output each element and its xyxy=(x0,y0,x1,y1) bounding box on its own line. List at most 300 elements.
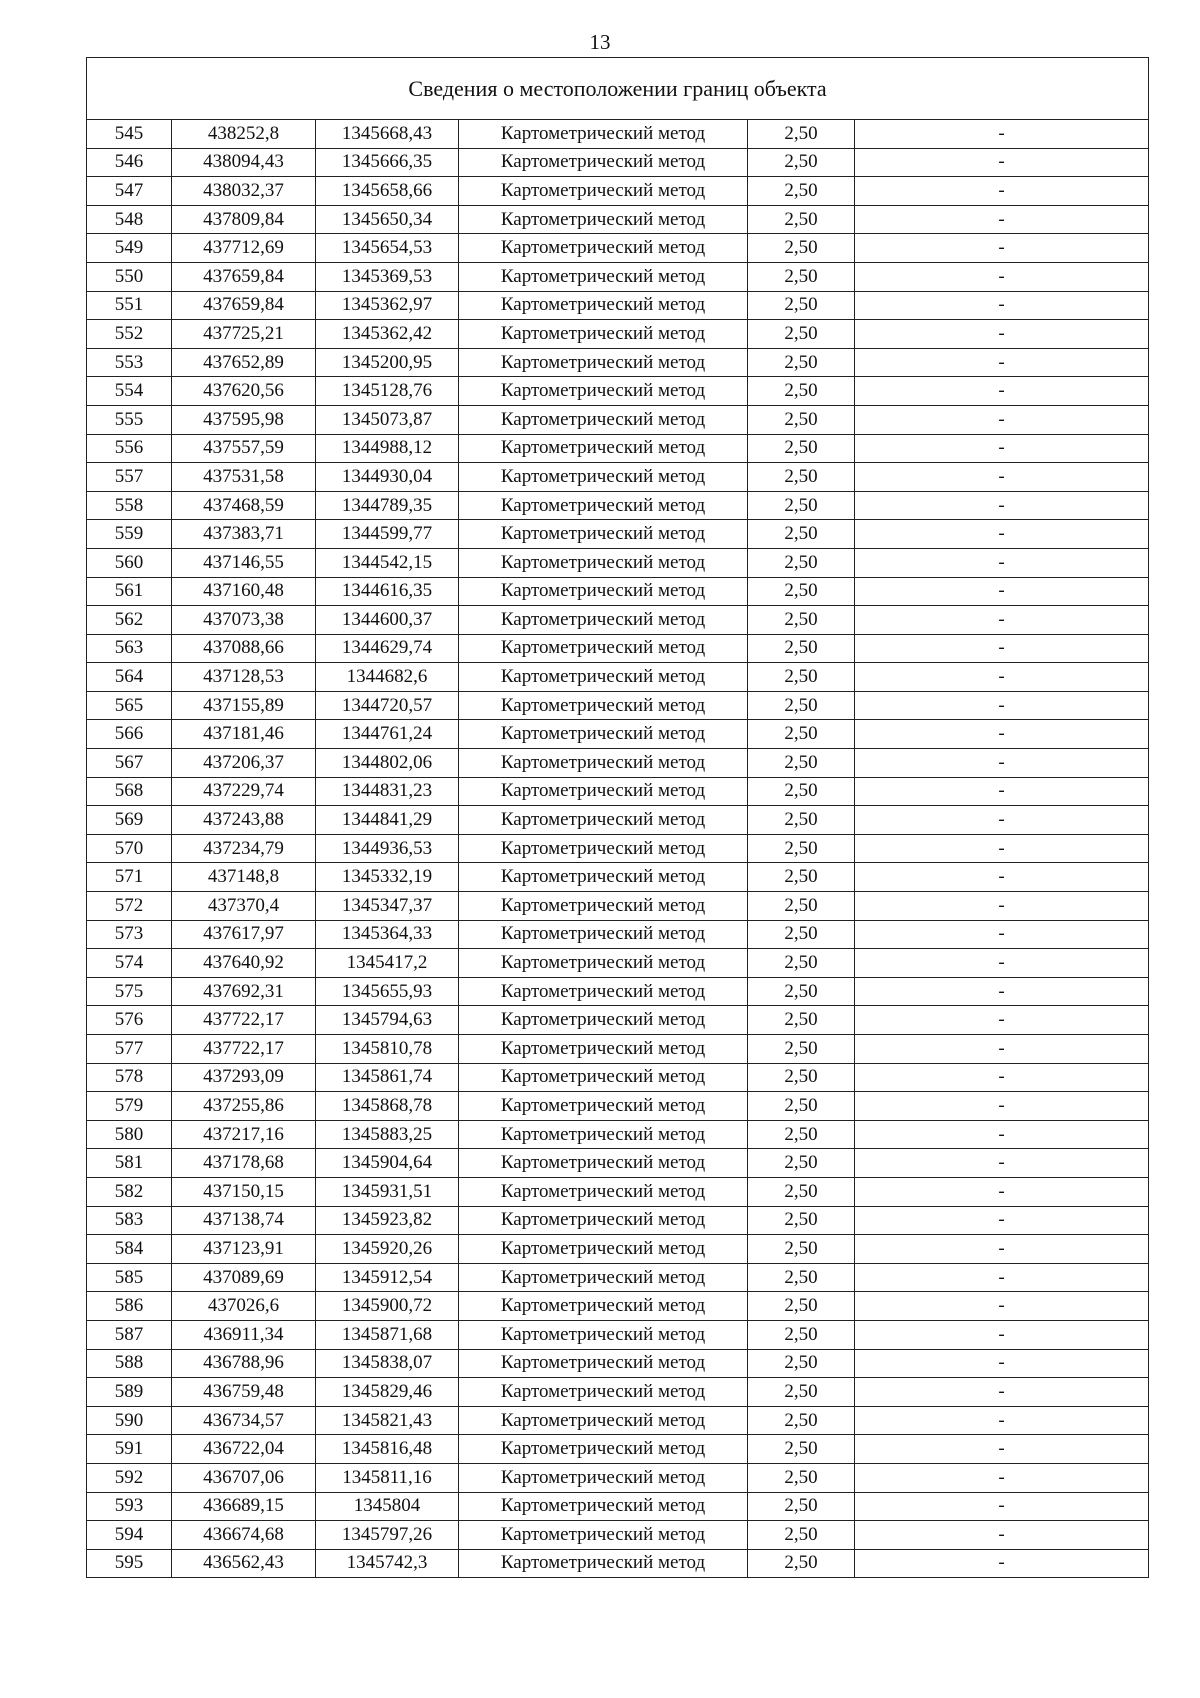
point-number-cell: 580 xyxy=(87,1120,172,1149)
x-coordinate-cell: 436759,48 xyxy=(172,1378,316,1407)
table-row xyxy=(87,663,1149,692)
x-coordinate-cell: 437146,55 xyxy=(172,548,316,577)
method-cell: Картометрический метод xyxy=(459,148,748,177)
point-number-cell: 556 xyxy=(87,434,172,463)
method-cell: Картометрический метод xyxy=(459,1320,748,1349)
table-row xyxy=(87,634,1149,663)
y-coordinate-cell: 1345797,26 xyxy=(316,1521,459,1550)
accuracy-cell: 2,50 xyxy=(748,1006,855,1035)
note-cell: - xyxy=(855,262,1149,291)
method-cell: Картометрический метод xyxy=(459,577,748,606)
x-coordinate-cell: 437178,68 xyxy=(172,1149,316,1178)
method-cell: Картометрический метод xyxy=(459,1406,748,1435)
x-coordinate-cell: 437531,58 xyxy=(172,463,316,492)
point-number-cell: 554 xyxy=(87,377,172,406)
method-cell: Картометрический метод xyxy=(459,1177,748,1206)
note-cell: - xyxy=(855,1263,1149,1292)
x-coordinate-cell: 437155,89 xyxy=(172,691,316,720)
x-coordinate-cell: 436689,15 xyxy=(172,1492,316,1521)
note-cell: - xyxy=(855,1378,1149,1407)
note-cell: - xyxy=(855,663,1149,692)
point-number-cell: 546 xyxy=(87,148,172,177)
x-coordinate-cell: 437089,69 xyxy=(172,1263,316,1292)
note-cell: - xyxy=(855,120,1149,149)
method-cell: Картометрический метод xyxy=(459,1120,748,1149)
table-row xyxy=(87,1149,1149,1178)
point-number-cell: 581 xyxy=(87,1149,172,1178)
table-row xyxy=(87,320,1149,349)
point-number-cell: 570 xyxy=(87,834,172,863)
accuracy-cell: 2,50 xyxy=(748,291,855,320)
x-coordinate-cell: 436788,96 xyxy=(172,1349,316,1378)
table-row xyxy=(87,606,1149,635)
accuracy-cell: 2,50 xyxy=(748,262,855,291)
table-row xyxy=(87,1035,1149,1064)
accuracy-cell: 2,50 xyxy=(748,920,855,949)
accuracy-cell: 2,50 xyxy=(748,577,855,606)
accuracy-cell: 2,50 xyxy=(748,434,855,463)
point-number-cell: 582 xyxy=(87,1177,172,1206)
note-cell: - xyxy=(855,1549,1149,1578)
table-row xyxy=(87,234,1149,263)
x-coordinate-cell: 437217,16 xyxy=(172,1120,316,1149)
table-row xyxy=(87,434,1149,463)
method-cell: Картометрический метод xyxy=(459,377,748,406)
accuracy-cell: 2,50 xyxy=(748,1349,855,1378)
point-number-cell: 558 xyxy=(87,491,172,520)
point-number-cell: 553 xyxy=(87,348,172,377)
point-number-cell: 579 xyxy=(87,1092,172,1121)
table-row xyxy=(87,920,1149,949)
method-cell: Картометрический метод xyxy=(459,262,748,291)
accuracy-cell: 2,50 xyxy=(748,1120,855,1149)
table-row xyxy=(87,949,1149,978)
table-row xyxy=(87,1292,1149,1321)
y-coordinate-cell: 1345912,54 xyxy=(316,1263,459,1292)
y-coordinate-cell: 1344682,6 xyxy=(316,663,459,692)
method-cell: Картометрический метод xyxy=(459,1035,748,1064)
method-cell: Картометрический метод xyxy=(459,892,748,921)
point-number-cell: 587 xyxy=(87,1320,172,1349)
table-row xyxy=(87,1092,1149,1121)
table-row xyxy=(87,1549,1149,1578)
method-cell: Картометрический метод xyxy=(459,1378,748,1407)
x-coordinate-cell: 437181,46 xyxy=(172,720,316,749)
point-number-cell: 568 xyxy=(87,777,172,806)
table-row xyxy=(87,1206,1149,1235)
x-coordinate-cell: 437026,6 xyxy=(172,1292,316,1321)
note-cell: - xyxy=(855,377,1149,406)
note-cell: - xyxy=(855,863,1149,892)
note-cell: - xyxy=(855,834,1149,863)
table-row xyxy=(87,1435,1149,1464)
note-cell: - xyxy=(855,1521,1149,1550)
method-cell: Картометрический метод xyxy=(459,663,748,692)
accuracy-cell: 2,50 xyxy=(748,148,855,177)
x-coordinate-cell: 436734,57 xyxy=(172,1406,316,1435)
note-cell: - xyxy=(855,1177,1149,1206)
x-coordinate-cell: 436722,04 xyxy=(172,1435,316,1464)
accuracy-cell: 2,50 xyxy=(748,1406,855,1435)
note-cell: - xyxy=(855,491,1149,520)
point-number-cell: 562 xyxy=(87,606,172,635)
y-coordinate-cell: 1344616,35 xyxy=(316,577,459,606)
x-coordinate-cell: 437234,79 xyxy=(172,834,316,863)
note-cell: - xyxy=(855,1006,1149,1035)
y-coordinate-cell: 1345200,95 xyxy=(316,348,459,377)
point-number-cell: 585 xyxy=(87,1263,172,1292)
note-cell: - xyxy=(855,777,1149,806)
note-cell: - xyxy=(855,1292,1149,1321)
note-cell: - xyxy=(855,1063,1149,1092)
table-row xyxy=(87,463,1149,492)
point-number-cell: 555 xyxy=(87,405,172,434)
x-coordinate-cell: 437370,4 xyxy=(172,892,316,921)
method-cell: Картометрический метод xyxy=(459,1492,748,1521)
accuracy-cell: 2,50 xyxy=(748,1435,855,1464)
accuracy-cell: 2,50 xyxy=(748,120,855,149)
y-coordinate-cell: 1345668,43 xyxy=(316,120,459,149)
y-coordinate-cell: 1345658,66 xyxy=(316,177,459,206)
y-coordinate-cell: 1345829,46 xyxy=(316,1378,459,1407)
note-cell: - xyxy=(855,177,1149,206)
x-coordinate-cell: 437722,17 xyxy=(172,1006,316,1035)
y-coordinate-cell: 1345073,87 xyxy=(316,405,459,434)
y-coordinate-cell: 1345923,82 xyxy=(316,1206,459,1235)
x-coordinate-cell: 436562,43 xyxy=(172,1549,316,1578)
note-cell: - xyxy=(855,806,1149,835)
table-title: Сведения о местоположении границ объекта xyxy=(87,58,1149,120)
method-cell: Картометрический метод xyxy=(459,548,748,577)
y-coordinate-cell: 1345417,2 xyxy=(316,949,459,978)
y-coordinate-cell: 1344802,06 xyxy=(316,749,459,778)
x-coordinate-cell: 437128,53 xyxy=(172,663,316,692)
y-coordinate-cell: 1345861,74 xyxy=(316,1063,459,1092)
y-coordinate-cell: 1345332,19 xyxy=(316,863,459,892)
method-cell: Картометрический метод xyxy=(459,720,748,749)
accuracy-cell: 2,50 xyxy=(748,1177,855,1206)
x-coordinate-cell: 437206,37 xyxy=(172,749,316,778)
accuracy-cell: 2,50 xyxy=(748,977,855,1006)
x-coordinate-cell: 437243,88 xyxy=(172,806,316,835)
y-coordinate-cell: 1345364,33 xyxy=(316,920,459,949)
point-number-cell: 561 xyxy=(87,577,172,606)
x-coordinate-cell: 438252,8 xyxy=(172,120,316,149)
table-row xyxy=(87,548,1149,577)
table-row xyxy=(87,120,1149,149)
table-row xyxy=(87,834,1149,863)
note-cell: - xyxy=(855,1120,1149,1149)
accuracy-cell: 2,50 xyxy=(748,606,855,635)
x-coordinate-cell: 437595,98 xyxy=(172,405,316,434)
x-coordinate-cell: 437725,21 xyxy=(172,320,316,349)
method-cell: Картометрический метод xyxy=(459,777,748,806)
point-number-cell: 577 xyxy=(87,1035,172,1064)
method-cell: Картометрический метод xyxy=(459,749,748,778)
y-coordinate-cell: 1345362,97 xyxy=(316,291,459,320)
boundary-table-container xyxy=(86,57,1148,1578)
page-number: 13 xyxy=(589,30,611,54)
y-coordinate-cell: 1344542,15 xyxy=(316,548,459,577)
y-coordinate-cell: 1344629,74 xyxy=(316,634,459,663)
method-cell: Картометрический метод xyxy=(459,1006,748,1035)
note-cell: - xyxy=(855,1320,1149,1349)
note-cell: - xyxy=(855,405,1149,434)
note-cell: - xyxy=(855,1492,1149,1521)
method-cell: Картометрический метод xyxy=(459,205,748,234)
note-cell: - xyxy=(855,892,1149,921)
table-body xyxy=(87,120,1149,1578)
method-cell: Картометрический метод xyxy=(459,1235,748,1264)
accuracy-cell: 2,50 xyxy=(748,863,855,892)
x-coordinate-cell: 437557,59 xyxy=(172,434,316,463)
table-row xyxy=(87,377,1149,406)
table-row xyxy=(87,777,1149,806)
note-cell: - xyxy=(855,720,1149,749)
x-coordinate-cell: 437617,97 xyxy=(172,920,316,949)
method-cell: Картометрический метод xyxy=(459,491,748,520)
table-row xyxy=(87,491,1149,520)
method-cell: Картометрический метод xyxy=(459,1435,748,1464)
point-number-cell: 594 xyxy=(87,1521,172,1550)
point-number-cell: 567 xyxy=(87,749,172,778)
point-number-cell: 550 xyxy=(87,262,172,291)
point-number-cell: 591 xyxy=(87,1435,172,1464)
accuracy-cell: 2,50 xyxy=(748,634,855,663)
accuracy-cell: 2,50 xyxy=(748,834,855,863)
point-number-cell: 559 xyxy=(87,520,172,549)
accuracy-cell: 2,50 xyxy=(748,1263,855,1292)
x-coordinate-cell: 437123,91 xyxy=(172,1235,316,1264)
accuracy-cell: 2,50 xyxy=(748,1320,855,1349)
note-cell: - xyxy=(855,977,1149,1006)
point-number-cell: 571 xyxy=(87,863,172,892)
y-coordinate-cell: 1344831,23 xyxy=(316,777,459,806)
point-number-cell: 549 xyxy=(87,234,172,263)
note-cell: - xyxy=(855,205,1149,234)
accuracy-cell: 2,50 xyxy=(748,749,855,778)
point-number-cell: 593 xyxy=(87,1492,172,1521)
y-coordinate-cell: 1345804 xyxy=(316,1492,459,1521)
accuracy-cell: 2,50 xyxy=(748,1492,855,1521)
point-number-cell: 572 xyxy=(87,892,172,921)
x-coordinate-cell: 437659,84 xyxy=(172,262,316,291)
accuracy-cell: 2,50 xyxy=(748,548,855,577)
accuracy-cell: 2,50 xyxy=(748,177,855,206)
method-cell: Картометрический метод xyxy=(459,405,748,434)
x-coordinate-cell: 437150,15 xyxy=(172,1177,316,1206)
accuracy-cell: 2,50 xyxy=(748,1035,855,1064)
accuracy-cell: 2,50 xyxy=(748,1206,855,1235)
x-coordinate-cell: 437138,74 xyxy=(172,1206,316,1235)
table-row xyxy=(87,1463,1149,1492)
x-coordinate-cell: 437712,69 xyxy=(172,234,316,263)
method-cell: Картометрический метод xyxy=(459,606,748,635)
x-coordinate-cell: 438032,37 xyxy=(172,177,316,206)
table-title-row xyxy=(87,58,1149,120)
table-row xyxy=(87,577,1149,606)
method-cell: Картометрический метод xyxy=(459,691,748,720)
accuracy-cell: 2,50 xyxy=(748,892,855,921)
table-row xyxy=(87,291,1149,320)
y-coordinate-cell: 1344600,37 xyxy=(316,606,459,635)
table-row xyxy=(87,977,1149,1006)
method-cell: Картометрический метод xyxy=(459,434,748,463)
method-cell: Картометрический метод xyxy=(459,1149,748,1178)
method-cell: Картометрический метод xyxy=(459,320,748,349)
point-number-cell: 547 xyxy=(87,177,172,206)
method-cell: Картометрический метод xyxy=(459,1521,748,1550)
y-coordinate-cell: 1345904,64 xyxy=(316,1149,459,1178)
table-row xyxy=(87,262,1149,291)
note-cell: - xyxy=(855,1035,1149,1064)
note-cell: - xyxy=(855,1149,1149,1178)
method-cell: Картометрический метод xyxy=(459,806,748,835)
point-number-cell: 592 xyxy=(87,1463,172,1492)
x-coordinate-cell: 436911,34 xyxy=(172,1320,316,1349)
y-coordinate-cell: 1344761,24 xyxy=(316,720,459,749)
y-coordinate-cell: 1345838,07 xyxy=(316,1349,459,1378)
accuracy-cell: 2,50 xyxy=(748,491,855,520)
table-row xyxy=(87,520,1149,549)
note-cell: - xyxy=(855,634,1149,663)
method-cell: Картометрический метод xyxy=(459,834,748,863)
x-coordinate-cell: 438094,43 xyxy=(172,148,316,177)
point-number-cell: 588 xyxy=(87,1349,172,1378)
y-coordinate-cell: 1344789,35 xyxy=(316,491,459,520)
table-row xyxy=(87,1120,1149,1149)
y-coordinate-cell: 1345650,34 xyxy=(316,205,459,234)
method-cell: Картометрический метод xyxy=(459,463,748,492)
x-coordinate-cell: 437148,8 xyxy=(172,863,316,892)
x-coordinate-cell: 437692,31 xyxy=(172,977,316,1006)
accuracy-cell: 2,50 xyxy=(748,663,855,692)
table-row xyxy=(87,1006,1149,1035)
table-row xyxy=(87,1349,1149,1378)
table-row xyxy=(87,892,1149,921)
method-cell: Картометрический метод xyxy=(459,634,748,663)
point-number-cell: 566 xyxy=(87,720,172,749)
x-coordinate-cell: 437073,38 xyxy=(172,606,316,635)
method-cell: Картометрический метод xyxy=(459,1463,748,1492)
point-number-cell: 565 xyxy=(87,691,172,720)
point-number-cell: 551 xyxy=(87,291,172,320)
point-number-cell: 578 xyxy=(87,1063,172,1092)
accuracy-cell: 2,50 xyxy=(748,520,855,549)
y-coordinate-cell: 1345816,48 xyxy=(316,1435,459,1464)
x-coordinate-cell: 437383,71 xyxy=(172,520,316,549)
method-cell: Картометрический метод xyxy=(459,1206,748,1235)
table-row xyxy=(87,1378,1149,1407)
x-coordinate-cell: 437652,89 xyxy=(172,348,316,377)
x-coordinate-cell: 437160,48 xyxy=(172,577,316,606)
x-coordinate-cell: 437255,86 xyxy=(172,1092,316,1121)
table-row xyxy=(87,1263,1149,1292)
x-coordinate-cell: 437088,66 xyxy=(172,634,316,663)
point-number-cell: 552 xyxy=(87,320,172,349)
note-cell: - xyxy=(855,1435,1149,1464)
table-row xyxy=(87,1492,1149,1521)
table-row xyxy=(87,1320,1149,1349)
x-coordinate-cell: 437722,17 xyxy=(172,1035,316,1064)
accuracy-cell: 2,50 xyxy=(748,1292,855,1321)
method-cell: Картометрический метод xyxy=(459,348,748,377)
y-coordinate-cell: 1345742,3 xyxy=(316,1549,459,1578)
y-coordinate-cell: 1344720,57 xyxy=(316,691,459,720)
note-cell: - xyxy=(855,463,1149,492)
y-coordinate-cell: 1344599,77 xyxy=(316,520,459,549)
point-number-cell: 563 xyxy=(87,634,172,663)
accuracy-cell: 2,50 xyxy=(748,320,855,349)
note-cell: - xyxy=(855,691,1149,720)
point-number-cell: 545 xyxy=(87,120,172,149)
accuracy-cell: 2,50 xyxy=(748,691,855,720)
method-cell: Картометрический метод xyxy=(459,1092,748,1121)
y-coordinate-cell: 1345666,35 xyxy=(316,148,459,177)
accuracy-cell: 2,50 xyxy=(748,1235,855,1264)
method-cell: Картометрический метод xyxy=(459,1063,748,1092)
y-coordinate-cell: 1344936,53 xyxy=(316,834,459,863)
accuracy-cell: 2,50 xyxy=(748,234,855,263)
point-number-cell: 595 xyxy=(87,1549,172,1578)
method-cell: Картометрический метод xyxy=(459,863,748,892)
method-cell: Картометрический метод xyxy=(459,920,748,949)
method-cell: Картометрический метод xyxy=(459,520,748,549)
x-coordinate-cell: 437809,84 xyxy=(172,205,316,234)
point-number-cell: 548 xyxy=(87,205,172,234)
y-coordinate-cell: 1345369,53 xyxy=(316,262,459,291)
note-cell: - xyxy=(855,1235,1149,1264)
accuracy-cell: 2,50 xyxy=(748,806,855,835)
method-cell: Картометрический метод xyxy=(459,1263,748,1292)
x-coordinate-cell: 437659,84 xyxy=(172,291,316,320)
point-number-cell: 574 xyxy=(87,949,172,978)
accuracy-cell: 2,50 xyxy=(748,377,855,406)
note-cell: - xyxy=(855,234,1149,263)
accuracy-cell: 2,50 xyxy=(748,205,855,234)
x-coordinate-cell: 436674,68 xyxy=(172,1521,316,1550)
y-coordinate-cell: 1345931,51 xyxy=(316,1177,459,1206)
y-coordinate-cell: 1344988,12 xyxy=(316,434,459,463)
y-coordinate-cell: 1345871,68 xyxy=(316,1320,459,1349)
note-cell: - xyxy=(855,1463,1149,1492)
method-cell: Картометрический метод xyxy=(459,1349,748,1378)
note-cell: - xyxy=(855,1406,1149,1435)
accuracy-cell: 2,50 xyxy=(748,1463,855,1492)
table-row xyxy=(87,720,1149,749)
table-row xyxy=(87,1063,1149,1092)
y-coordinate-cell: 1345810,78 xyxy=(316,1035,459,1064)
accuracy-cell: 2,50 xyxy=(748,1063,855,1092)
point-number-cell: 584 xyxy=(87,1235,172,1264)
table-row xyxy=(87,177,1149,206)
boundary-coordinates-table xyxy=(86,57,1149,1578)
method-cell: Картометрический метод xyxy=(459,1292,748,1321)
table-row xyxy=(87,863,1149,892)
note-cell: - xyxy=(855,1092,1149,1121)
point-number-cell: 583 xyxy=(87,1206,172,1235)
y-coordinate-cell: 1345655,93 xyxy=(316,977,459,1006)
note-cell: - xyxy=(855,434,1149,463)
accuracy-cell: 2,50 xyxy=(748,1149,855,1178)
accuracy-cell: 2,50 xyxy=(748,405,855,434)
point-number-cell: 564 xyxy=(87,663,172,692)
point-number-cell: 589 xyxy=(87,1378,172,1407)
method-cell: Картометрический метод xyxy=(459,120,748,149)
x-coordinate-cell: 436707,06 xyxy=(172,1463,316,1492)
method-cell: Картометрический метод xyxy=(459,949,748,978)
note-cell: - xyxy=(855,320,1149,349)
